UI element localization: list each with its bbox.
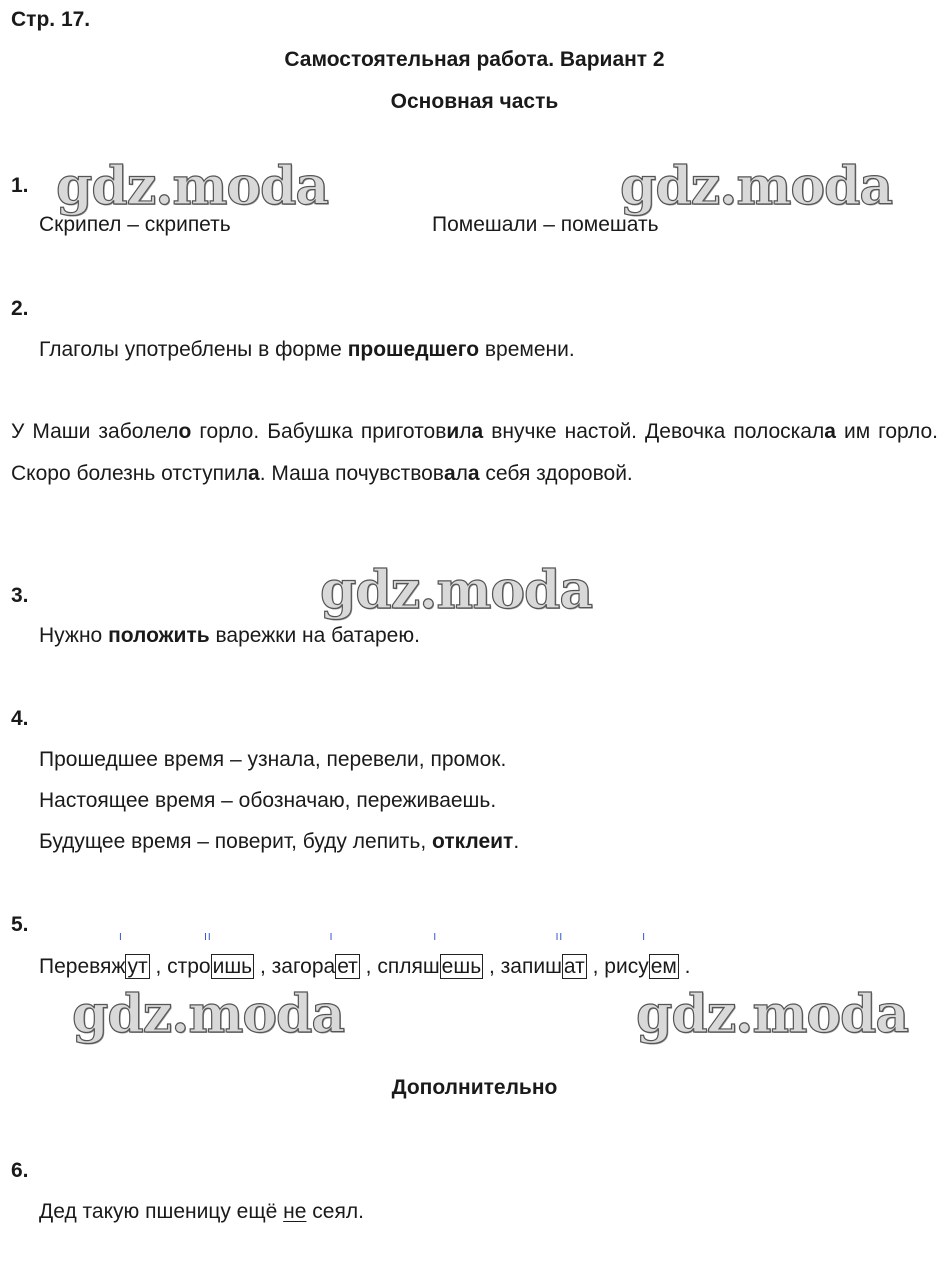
task2-bold-ending: а — [471, 420, 484, 443]
task5-word-stem: рису — [604, 955, 649, 978]
task5-word-ending-box: ешь — [441, 955, 482, 978]
task2-intro — [39, 338, 575, 362]
task3-text: Нужно — [39, 624, 109, 647]
task5-word — [604, 932, 679, 978]
task4-future-end: . — [513, 830, 520, 853]
watermark-logo: gdz.moda — [620, 156, 893, 217]
task5-word — [377, 932, 483, 978]
task5-separator: , — [483, 955, 501, 978]
section-heading-extra: Дополнительно — [391, 1076, 558, 1099]
task5-word — [500, 932, 587, 978]
task2-text-segment: внучке настой. Девочка полоскал — [483, 420, 825, 443]
task2-bold-ending: и — [446, 420, 460, 443]
task5-separator: , — [254, 955, 272, 978]
task2-paragraph — [11, 411, 938, 495]
watermark-logo: gdz.moda — [320, 560, 593, 621]
task1-answer-left: Скрипел – скрипеть — [39, 213, 231, 236]
task2-text-segment: себя здоровой. — [479, 462, 633, 485]
task2-text-segment: У Маши заболел — [11, 420, 179, 443]
task5-word-ending-box: ишь — [212, 955, 253, 978]
task2-intro-text-end: времени. — [479, 338, 575, 361]
task5-answer — [39, 932, 691, 979]
task1-answer-right: Помешали – помешать — [432, 213, 659, 236]
task5-word-stem: загора — [271, 955, 336, 978]
task5-conjugation-mark: I — [642, 932, 647, 943]
task6-underlined-word: не — [283, 1200, 307, 1223]
task3-bold-word: положить — [108, 624, 210, 647]
watermark-logo: gdz.moda — [56, 156, 329, 217]
task3-answer — [39, 624, 420, 648]
task2-intro-bold: прошедшего — [347, 338, 480, 361]
watermark-logo: gdz.moda — [72, 984, 345, 1045]
page-label: Стр. 17. — [11, 8, 91, 31]
task2-text-segment: . Маша почувствов — [259, 462, 444, 485]
task2-bold-ending: а — [824, 420, 836, 443]
task5-conjugation-mark: I — [329, 932, 334, 943]
task2-text-segment: горло. Бабушка приготов — [191, 420, 447, 443]
page-title: Самостоятельная работа. Вариант 2 — [284, 48, 665, 71]
task5-word — [167, 932, 254, 978]
task5-conjugation-mark: I — [119, 932, 123, 943]
task2-bold-ending: о — [178, 420, 192, 443]
task5-word-ending-box: ем — [650, 955, 677, 978]
task5-word — [39, 932, 150, 978]
task5-word-stem: запиш — [500, 955, 562, 978]
task5-word-stem: спляш — [377, 955, 440, 978]
watermark-logo: gdz.moda — [636, 984, 909, 1045]
task4-future-text: Будущее время – поверит, буду лепить, — [39, 830, 433, 853]
task5-separator: , — [359, 955, 378, 978]
section-heading-main: Основная часть — [390, 90, 559, 113]
task-number: 1. — [11, 174, 29, 197]
task5-conjugation-mark: II — [204, 932, 212, 943]
task-number: 5. — [11, 913, 29, 936]
task4-line-present: Настоящее время – обозначаю, переживаешь. — [39, 789, 497, 812]
task5-word-ending-box: ат — [563, 955, 585, 978]
task6-text: Дед такую пшеницу ещё — [39, 1200, 284, 1223]
task5-end-punctuation: . — [678, 955, 691, 978]
task3-text-end: варежки на батарею. — [209, 624, 420, 647]
task6-text-end: сеял. — [306, 1200, 364, 1223]
task2-bold-ending: а — [248, 462, 260, 485]
task5-conjugation-mark: II — [555, 932, 564, 943]
task5-word — [271, 932, 360, 978]
task2-text-segment: л — [459, 420, 472, 443]
task5-word-ending-box: ет — [337, 955, 358, 978]
task-number: 4. — [11, 707, 29, 730]
task2-intro-text: Глаголы употреблены в форме — [39, 338, 348, 361]
task5-word-ending-box: ут — [127, 955, 148, 978]
task6-answer — [39, 1200, 364, 1224]
task4-line-future — [39, 830, 519, 854]
task2-text-segment: л — [455, 462, 468, 485]
task-number: 3. — [11, 584, 29, 607]
task4-future-bold: отклеит — [432, 830, 514, 853]
task4-line-past: Прошедшее время – узнала, перевели, промок. — [39, 748, 507, 771]
task5-separator: , — [149, 955, 168, 978]
task2-text-segment: им горло. Скоро болезнь отступил — [11, 420, 939, 485]
task5-word-stem: Перевяж — [39, 955, 126, 978]
task5-conjugation-mark: I — [433, 932, 438, 943]
task-number: 2. — [11, 297, 29, 320]
task2-bold-ending: а — [467, 462, 480, 485]
task5-word-stem: стро — [167, 955, 211, 978]
task5-separator: , — [586, 955, 605, 978]
task-number: 6. — [11, 1159, 29, 1182]
task2-bold-ending: а — [443, 462, 456, 485]
